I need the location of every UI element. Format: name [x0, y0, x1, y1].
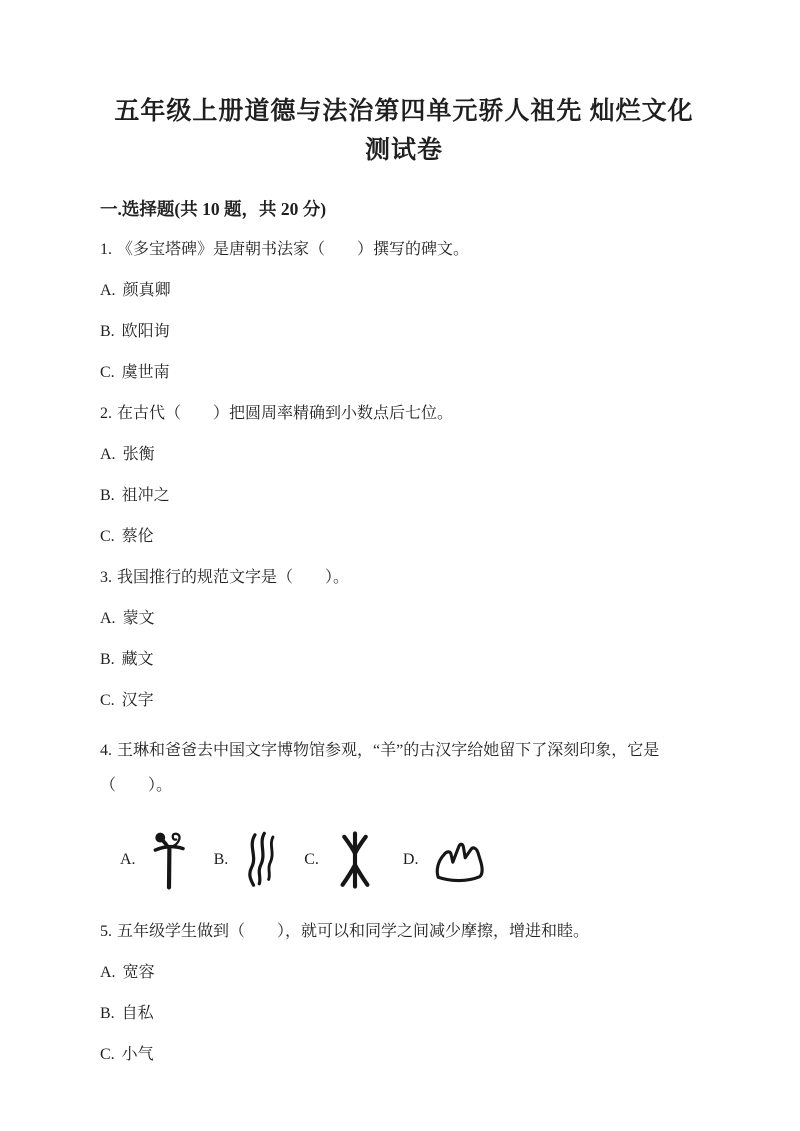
option-text: 蒙文 [122, 610, 155, 627]
question-5-option-a [100, 964, 708, 981]
option-label: A. [100, 282, 116, 299]
option-text: 祖冲之 [121, 487, 170, 504]
title-line-1: 五年级上册道德与法治第四单元骄人祖先 灿烂文化 [114, 98, 694, 125]
page-title [100, 92, 708, 170]
question-text: 我国推行的规范文字是（ ）。 [117, 569, 350, 586]
question-3-text [100, 569, 708, 586]
option-label: C. [100, 1046, 115, 1063]
option-label: A. [100, 610, 116, 627]
option-label: C. [100, 692, 115, 709]
question-4-option-d [403, 835, 521, 885]
question-4 [100, 733, 708, 907]
oracle-sheep-glyph-icon [150, 829, 188, 891]
option-label: C. [100, 364, 115, 381]
question-1-option-a [100, 282, 708, 299]
section-heading: 一.选择题(共 10 题，共 20 分) [100, 199, 327, 219]
question-text: 《多宝塔碑》是唐朝书法家（ ）撰写的碑文。 [117, 241, 470, 258]
question-number: 5. [100, 923, 112, 940]
question-number: 1. [100, 241, 112, 258]
option-text: 自私 [121, 1005, 154, 1022]
question-3 [100, 569, 708, 709]
question-4-image-options [100, 813, 708, 907]
question-2 [100, 405, 708, 545]
question-text: 王琳和爸爸去中国文字博物馆参观，“羊”的古汉字给她留下了深刻印象，它是（ ）。 [100, 742, 660, 794]
option-text: 汉字 [121, 692, 154, 709]
question-4-option-b [214, 829, 305, 891]
oracle-person-glyph-icon [333, 831, 377, 889]
option-label: A. [100, 964, 116, 981]
option-label: B. [100, 651, 115, 668]
question-5-option-b [100, 1005, 708, 1022]
question-4-text [100, 733, 706, 803]
question-5-text [100, 923, 708, 940]
question-2-option-a [100, 446, 708, 463]
question-1-option-b [100, 323, 708, 340]
oracle-fire-glyph-icon [432, 835, 494, 885]
question-2-text [100, 405, 708, 422]
question-1 [100, 241, 708, 381]
option-text: 颜真卿 [122, 282, 171, 299]
title-line-2: 测试卷 [364, 137, 443, 164]
option-text: 蔡伦 [121, 528, 154, 545]
option-label: C. [304, 851, 319, 868]
question-text: 在古代（ ）把圆周率精确到小数点后七位。 [117, 405, 454, 422]
option-label: D. [402, 851, 419, 868]
question-4-option-a [120, 829, 214, 891]
question-2-option-b [100, 487, 708, 504]
question-2-option-c [100, 528, 708, 545]
option-label: B. [100, 323, 115, 340]
option-text: 藏文 [121, 651, 154, 668]
option-text: 宽容 [122, 964, 155, 981]
option-label: B. [100, 487, 115, 504]
question-1-option-c [100, 364, 708, 381]
option-text: 小气 [121, 1046, 154, 1063]
question-1-text [100, 241, 708, 258]
option-text: 欧阳询 [121, 323, 170, 340]
question-3-option-a [100, 610, 708, 627]
question-5 [100, 923, 708, 1063]
question-4-option-c [304, 831, 403, 889]
option-text: 张衡 [122, 446, 155, 463]
option-label: C. [100, 528, 115, 545]
question-number: 3. [100, 569, 112, 586]
question-3-option-c [100, 692, 708, 709]
question-5-option-c [100, 1046, 708, 1063]
option-label: A. [100, 446, 116, 463]
option-label: B. [100, 1005, 115, 1022]
option-text: 虞世南 [121, 364, 170, 381]
oracle-water-glyph-icon [242, 829, 278, 891]
option-label: A. [120, 851, 136, 868]
question-number: 2. [100, 405, 112, 422]
question-3-option-b [100, 651, 708, 668]
option-label: B. [213, 851, 229, 868]
question-text: 五年级学生做到（ ），就可以和同学之间减少摩擦，增进和睦。 [117, 923, 590, 940]
question-number: 4. [100, 742, 112, 759]
